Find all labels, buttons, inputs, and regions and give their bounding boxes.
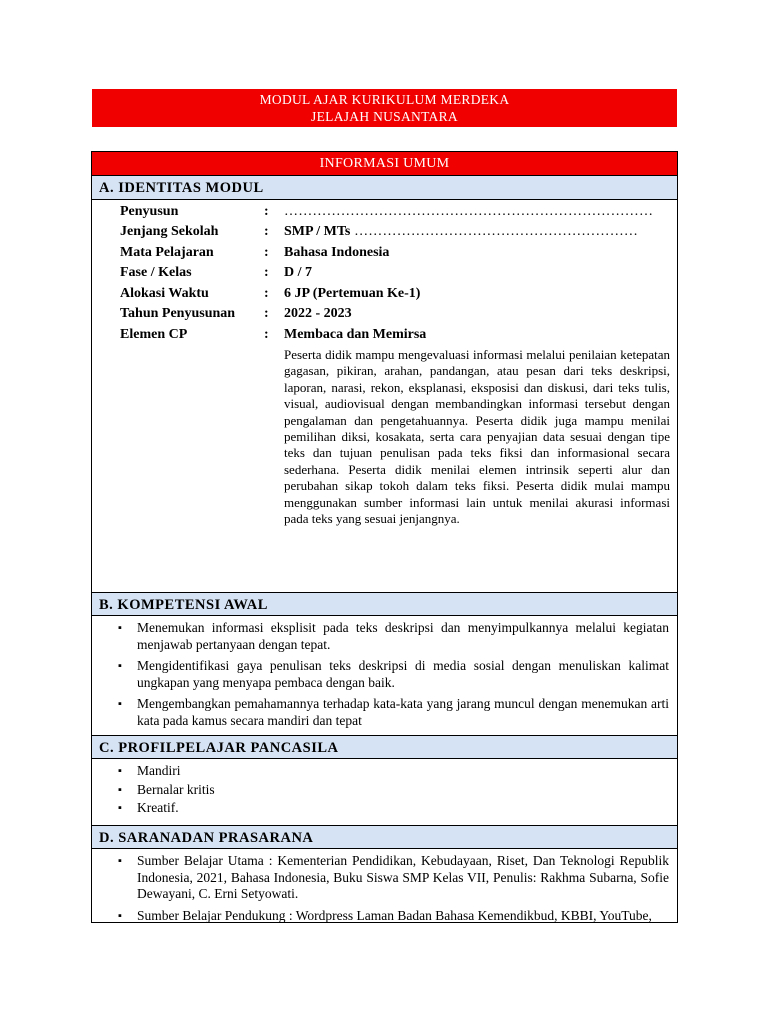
module-info-table bbox=[91, 151, 678, 923]
identitas-modul-block: Penyusun : …………………………………………………………………… Jenjang Sekolah : SMP / MTs …………………………………………………… Mata Pelajaran : Bahasa Indonesia Fase / Kelas : D / 7 Alokasi Waktu : 6 JP (Pertemuan Ke-1) Tahun Penyusunan : 2022 - 2023 Elemen CP : Membaca dan Memirsa Peserta didik mampu mengevaluasi informasi melalui penilaian ketepatan gagasan, pikiran, arahan, pandangan, atau pesan dari teks deskripsi, laporan, narasi, rekon, eksplanasi, eksposisi dan diskusi, dari teks tulis, visual, audiovisual dengan membandingkan informasi tersebut dengan pengalaman dan pengetahuannya. Peserta didik juga mampu menilai pemilihan diksi, kosakata, serta cara penyajian data sesuai dengan tipe teks dan tujuan penulisan pada teks fiksi dan informasional secara sederhana. Peserta didik menilai elemen intrinsik seperti alur dan perubahan sikap tokoh dalam teks fiksi. Peserta didik mulai mampu menggunakan sumber informasi lain untuk menilai akurasi informasi pada teks yang sesuai jenjangnya. bbox=[120, 204, 670, 527]
sarana-list bbox=[92, 849, 677, 933]
list-item: ▪ Mengembangkan pemahamannya terhadap kata-kata yang jarang muncul dengan menemukan arti kata pada kamus secara mandiri dan tepat bbox=[118, 696, 669, 729]
section-c-heading: C. PROFILPELAJAR PANCASILA bbox=[92, 735, 677, 759]
section-d-heading: D. SARANADAN PRASARANA bbox=[92, 825, 677, 849]
list-item: ▪ Mengidentifikasi gaya penulisan teks deskripsi di media sosial dengan menuliskan kalimat ungkapan yang menyapa pembaca dengan baik. bbox=[118, 658, 669, 691]
document-title-banner bbox=[92, 89, 677, 127]
list-item: ▪ Sumber Belajar Pendukung : Wordpress Laman Badan Bahasa Kemendikbud, KBBI, YouTube, bbox=[118, 908, 669, 925]
profil-list bbox=[92, 759, 677, 825]
section-a-heading: A. IDENTITAS MODUL bbox=[92, 176, 677, 200]
list-item: ▪ Kreatif. bbox=[118, 800, 669, 817]
list-item: ▪ Sumber Belajar Utama : Kementerian Pendidikan, Kebudayaan, Riset, Dan Teknologi Republik Indonesia, 2021, Bahasa Indonesia, Buku Siswa SMP Kelas VII, Penulis: Rakhma Subarna, Sofie Dewayani, C. Erni Setyowati. bbox=[118, 853, 669, 903]
penyusun-blank: …………………………………………………………………… bbox=[284, 204, 654, 219]
title-line-1: MODUL AJAR KURIKULUM MERDEKA bbox=[259, 92, 510, 107]
title-line-2: JELAJAH NUSANTARA bbox=[311, 109, 458, 124]
section-b-heading: B. KOMPETENSI AWAL bbox=[92, 592, 677, 616]
list-item: ▪ Menemukan informasi eksplisit pada teks deskripsi dan menyimpulkannya melalui kegiatan menjawab pertanyaan dengan tepat. bbox=[118, 620, 669, 653]
list-item: ▪ Mandiri bbox=[118, 763, 669, 780]
capaian-pembelajaran-text: Peserta didik mampu mengevaluasi informasi melalui penilaian ketepatan gagasan, pikiran, arahan, pandangan, atau pesan dari teks deskripsi, laporan, narasi, rekon, eksplanasi, eksposisi dan diskusi, dari teks tulis, visual, audiovisual dengan membandingkan informasi tersebut dengan pengalaman dan pengetahuannya. Peserta didik juga mampu menilai pemilihan diksi, kosakata, serta cara penyajian data sesuai dengan tipe teks dan tujuan penulisan pada teks fiksi dan informasional secara sederhana. Peserta didik menilai elemen intrinsik seperti alur dan perubahan sikap tokoh dalam teks fiksi. Peserta didik mulai mampu menggunakan sumber informasi lain untuk menilai akurasi informasi pada teks yang sesuai jenjangnya. bbox=[284, 347, 670, 527]
informasi-umum-header: INFORMASI UMUM bbox=[92, 152, 677, 176]
list-item: ▪ Bernalar kritis bbox=[118, 782, 669, 799]
kompetensi-list bbox=[92, 616, 677, 735]
jenjang-blank: …………………………………………………… bbox=[350, 224, 639, 239]
